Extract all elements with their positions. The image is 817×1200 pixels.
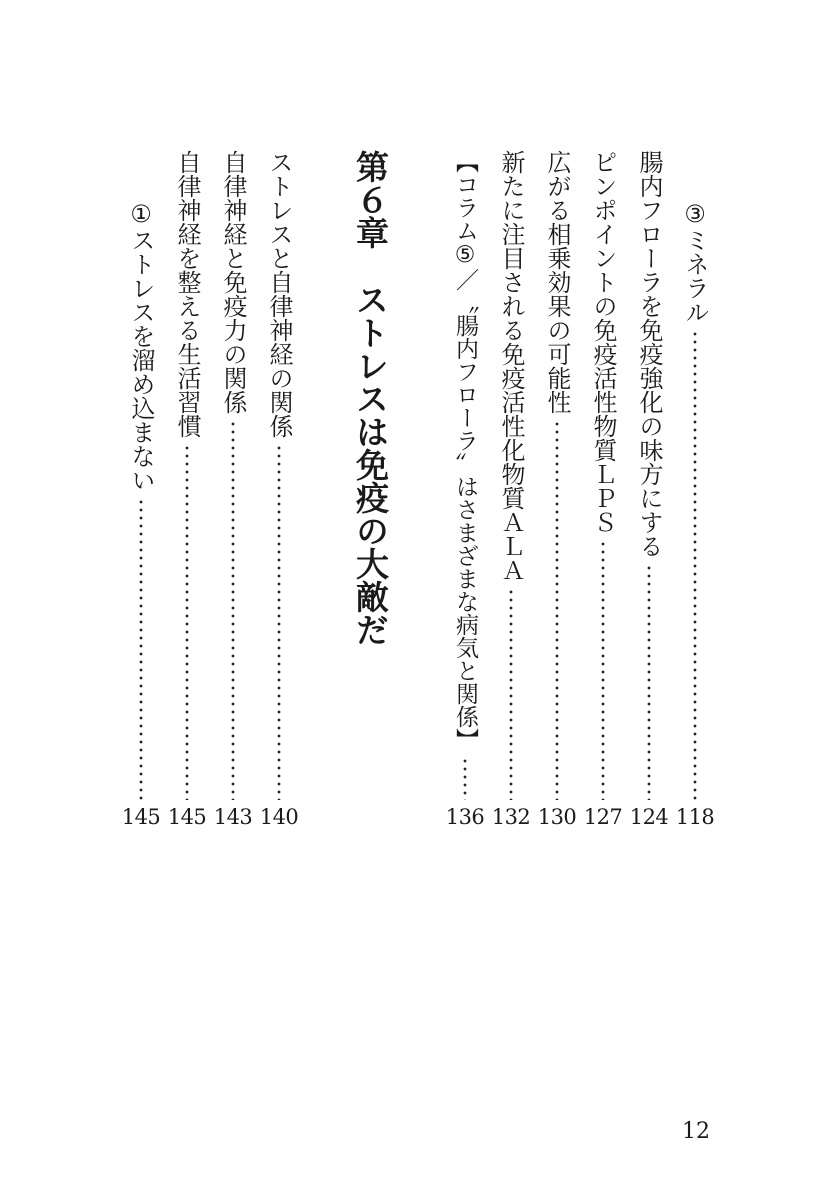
toc-entry-no-stress xyxy=(126,200,156,800)
toc-page-number: 145 xyxy=(121,805,161,829)
leader-dots xyxy=(634,562,664,800)
toc-entry-lifestyle xyxy=(172,150,202,800)
toc-page-number: 124 xyxy=(629,805,669,829)
leader-dots xyxy=(450,755,480,800)
chapter-title: ストレスは免疫の大敵だ xyxy=(351,283,390,646)
toc-page-number: 132 xyxy=(491,805,531,829)
toc-entry-lps xyxy=(588,150,618,800)
toc-entry-autonomic-immunity xyxy=(218,150,248,800)
toc-entry-title: 広がる相乗効果の可能性 xyxy=(543,150,571,414)
toc-entry-title: ストレスと自律神経の関係 xyxy=(265,150,293,438)
toc-page-number: 145 xyxy=(167,805,207,829)
toc-entry-column-5 xyxy=(450,150,480,800)
toc-entry-title: ピンポイントの免疫活性物質ＬＰＳ xyxy=(589,150,617,534)
leader-dots xyxy=(588,538,618,800)
chapter-number: 第６章 xyxy=(351,150,390,249)
leader-dots xyxy=(126,496,156,800)
leader-dots xyxy=(218,418,248,800)
toc-page-number: 130 xyxy=(537,805,577,829)
toc-entry-synergy xyxy=(542,150,572,800)
toc-entry-title: 腸内フローラを免疫強化の味方にする xyxy=(635,150,663,558)
toc-page-number: 140 xyxy=(259,805,299,829)
toc-entry-minerals xyxy=(680,200,710,800)
leader-dots xyxy=(172,442,202,800)
toc-entry-gut-flora xyxy=(634,150,664,800)
page-number: 12 xyxy=(682,1119,710,1144)
leader-dots xyxy=(496,586,526,800)
toc-page-number: 143 xyxy=(213,805,253,829)
toc-page-number: 127 xyxy=(583,805,623,829)
toc-entry-title: ③ミネラル xyxy=(681,200,709,324)
leader-dots xyxy=(264,442,294,800)
toc-entry-title: 自律神経を整える生活習慣 xyxy=(173,150,201,438)
toc-entry-title: 新たに注目される免疫活性化物質ＡＬＡ xyxy=(497,150,525,582)
chapter-heading xyxy=(352,150,388,646)
toc-entry-title: 【コラム⑤／〝腸内フローラ〟はさまざまな病気と関係】 xyxy=(452,150,478,751)
toc-entry-title: 自律神経と免疫力の関係 xyxy=(219,150,247,414)
leader-dots xyxy=(680,328,710,800)
toc-page-number: 118 xyxy=(675,805,715,829)
leader-dots xyxy=(542,418,572,800)
toc-page-number: 136 xyxy=(445,805,485,829)
toc-entry-title: ①ストレスを溜め込まない xyxy=(127,200,155,492)
toc-entry-stress-autonomic xyxy=(264,150,294,800)
toc-entry-ala xyxy=(496,150,526,800)
